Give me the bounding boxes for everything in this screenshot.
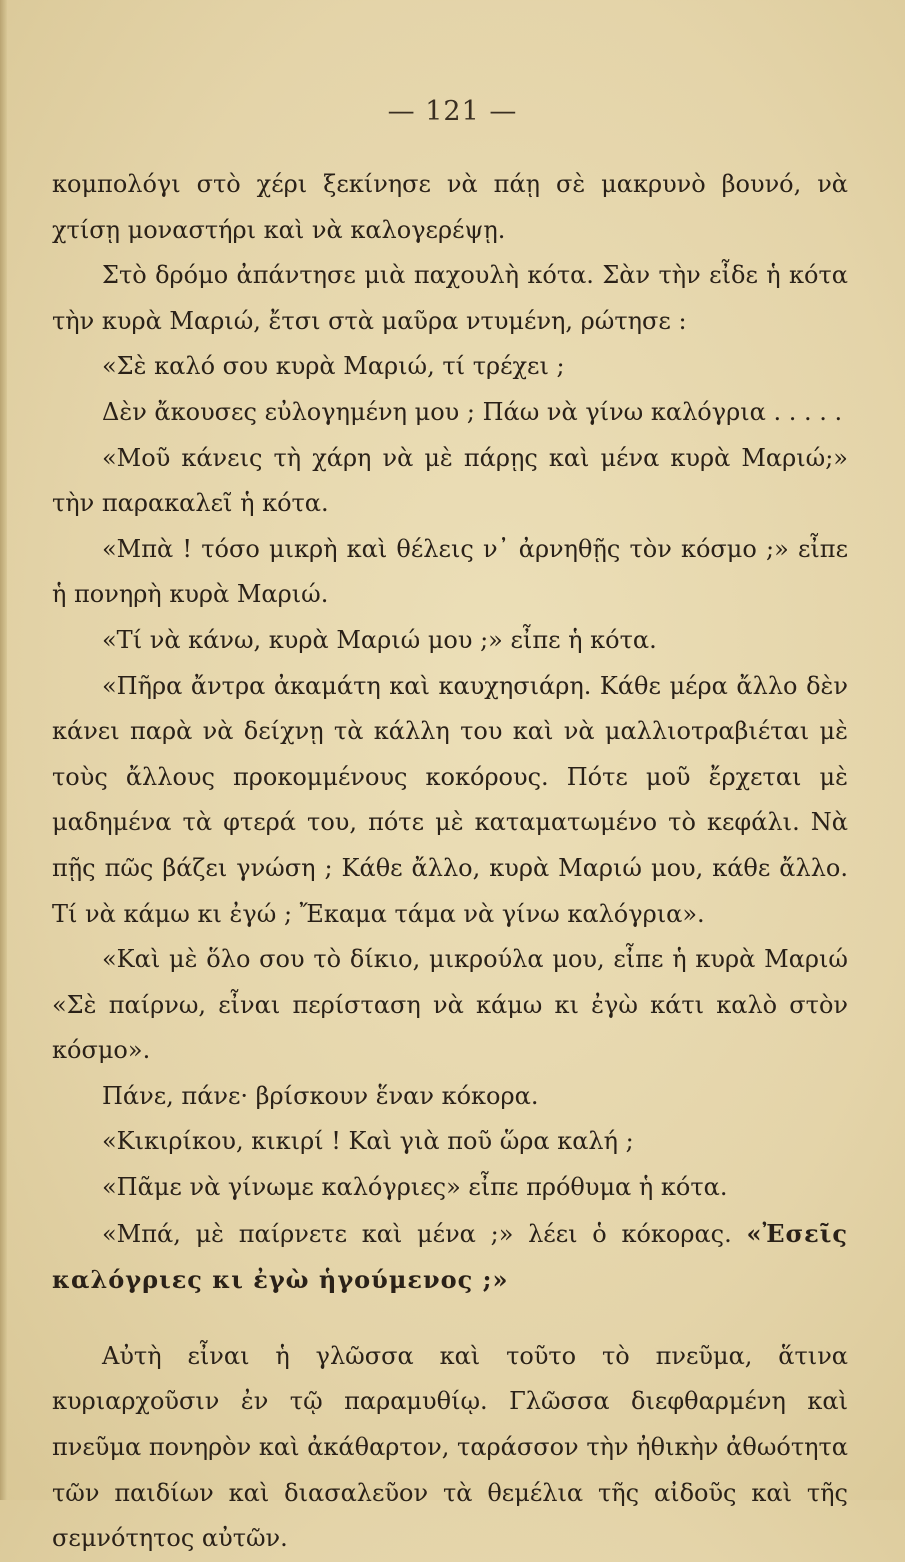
section-gap: [52, 1304, 848, 1334]
dialogue-line: «Μπὰ ! τόσο μικρὴ καὶ θέλεις ν᾽ ἀρνηθῇς τὸν κόσμο ;» εἶπε ἡ πονηρὴ κυρὰ Μαριώ.: [52, 534, 848, 609]
dialogue-bold-text: «Ἐσεῖς καλόγριες κι ἐγὼ ἡγούμενος ;»: [52, 1218, 848, 1295]
dialogue-normal-text: «Μπά, μὲ παίρνετε καὶ μένα ;» λέει ὁ κόκορας.: [102, 1219, 732, 1248]
dialogue-line: «Πῆρα ἄντρα ἀκαμάτη καὶ καυχησιάρη. Κάθε μέρα ἄλλο δὲν κάνει παρὰ νὰ δείχνῃ τὰ κάλλη του καὶ νὰ μαλλιοτραβιέται μὲ τοὺς ἄλλους προκομμένους κοκόρους. Πότε μοῦ ἔρχεται μὲ μαδημένα τὰ φτερά του, πότε μὲ καταματωμένο τὸ κεφάλι. Νὰ πῇς πῶς βάζει γνώση ; Κάθε ἄλλο, κυρὰ Μαριώ μου, κάθε ἄλλο. Τί νὰ κάμω κι ἐγώ ; Ἔκαμα τάμα νὰ γίνω καλόγρια».: [52, 671, 848, 928]
dialogue-line-final: [52, 1211, 848, 1304]
dialogue-line: «Μοῦ κάνεις τὴ χάρη νὰ μὲ πάρῃς καὶ μένα κυρὰ Μαριώ;» τὴν παρακαλεῖ ἡ κότα.: [52, 443, 848, 518]
paragraph: Στὸ δρόμο ἀπάντησε μιὰ παχουλὴ κότα. Σὰν τὴν εἶδε ἡ κότα τὴν κυρὰ Μαριώ, ἔτσι στὰ μαῦρα ντυμένη, ρώτησε :: [52, 261, 848, 335]
page-binding-edge: [0, 0, 7, 1500]
dialogue-line: «Κικιρίκου, κικιρί ! Καὶ γιὰ ποῦ ὥρα καλή ;: [102, 1127, 634, 1156]
paragraph: Πάνε, πάνε· βρίσκουν ἕναν κόκορα.: [102, 1081, 539, 1110]
paragraph-continuation: κομπολόγι στὸ χέρι ξεκίνησε νὰ πάῃ σὲ μακρυνὸ βουνό, νὰ χτίσῃ μοναστήρι καὶ νὰ καλογερέψῃ.: [52, 170, 848, 244]
dialogue-line: «Πᾶμε νὰ γίνωμε καλόγριες» εἶπε πρόθυμα ἡ κότα.: [102, 1173, 728, 1202]
dialogue-line: «Τί νὰ κάνω, κυρὰ Μαριώ μου ;» εἶπε ἡ κότα.: [102, 625, 657, 654]
dialogue-line: «Καὶ μὲ ὅλο σου τὸ δίκιο, μικρούλα μου, εἶπε ἡ κυρὰ Μαριώ «Σὲ παίρνω, εἶναι περίσταση νὰ κάμω κι ἐγὼ κάτι καλὸ στὸν κόσμο».: [52, 945, 848, 1065]
dialogue-line: «Σὲ καλό σου κυρὰ Μαριώ, τί τρέχει ;: [102, 352, 565, 381]
page-number: — 121 —: [387, 96, 518, 127]
dialogue-line: Δὲν ἄκουσες εὐλογημένη μου ; Πάω νὰ γίνω καλόγρια . . . . .: [102, 397, 843, 426]
body-text: [52, 162, 848, 1562]
closing-paragraph: Αὐτὴ εἶναι ἡ γλῶσσα καὶ τοῦτο τὸ πνεῦμα, ἅτινα κυριαρχοῦσιν ἐν τῷ παραμυθίῳ. Γλῶσσα διεφθαρμένη καὶ πνεῦμα πονηρὸν καὶ ἀκάθαρτον, ταράσσον τὴν ἠθικὴν ἀθωότητα τῶν παιδίων καὶ διασαλεῦον τὰ θεμέλια τῆς αἰδοῦς καὶ τῆς σεμνότητος αὐτῶν.: [52, 1341, 848, 1553]
